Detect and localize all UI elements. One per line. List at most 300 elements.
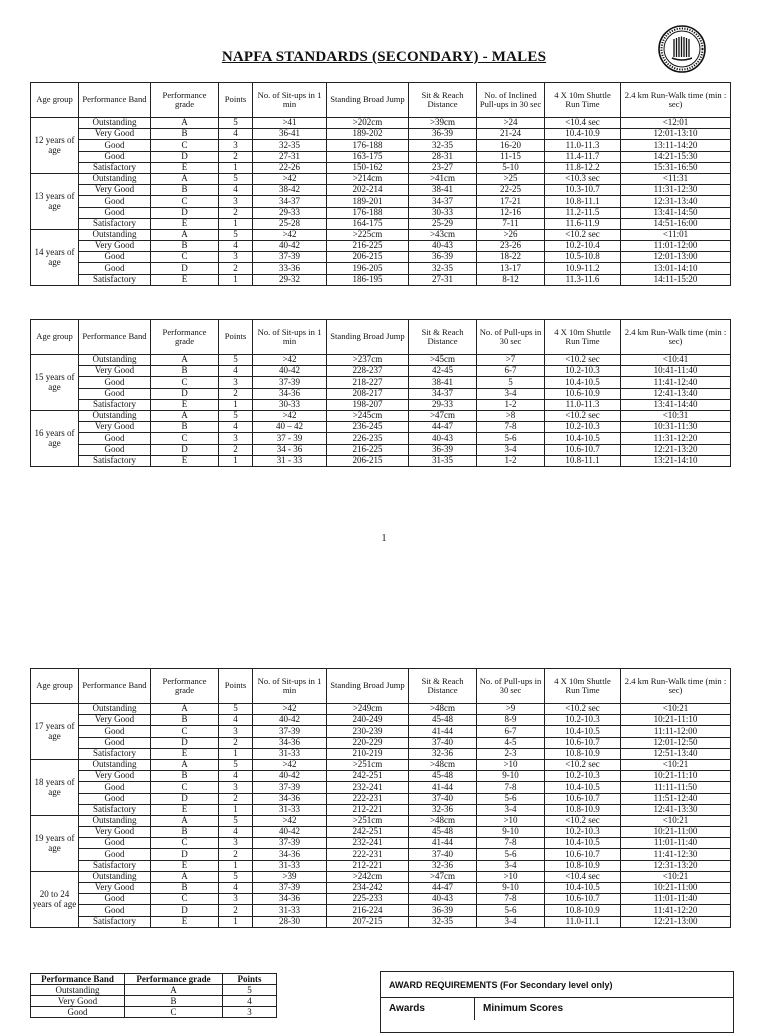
age-group-cell: 20 to 24 years of age — [31, 871, 79, 927]
column-header: No. of Sit-ups in 1 min — [253, 669, 327, 704]
table-cell: 2 — [219, 905, 253, 916]
table-cell: 2 — [219, 737, 253, 748]
table-cell: 198-207 — [327, 399, 409, 410]
table-row — [31, 838, 731, 849]
table-cell: 14:11-15:20 — [621, 274, 731, 285]
table-cell: Very Good — [79, 422, 151, 433]
table-cell: <10.4 sec — [545, 118, 621, 129]
table-cell: 5 — [219, 229, 253, 240]
table-row — [31, 263, 731, 274]
table-cell: D — [151, 207, 219, 218]
table-cell: B — [151, 422, 219, 433]
table-row — [31, 894, 731, 905]
grade-table-row — [31, 985, 277, 996]
table-cell: C — [151, 726, 219, 737]
table-cell: >242cm — [327, 871, 409, 882]
table-cell: 31-33 — [253, 860, 327, 871]
table-cell: 10.6-10.7 — [545, 737, 621, 748]
table-row — [31, 916, 731, 927]
table-cell: 3-4 — [477, 388, 545, 399]
table-cell: 7-8 — [477, 894, 545, 905]
table-cell: 29-33 — [253, 207, 327, 218]
table-cell: 33-36 — [253, 263, 327, 274]
awards-column-header: Awards — [381, 998, 475, 1020]
table-cell: 6-7 — [477, 366, 545, 377]
table-cell: 29-32 — [253, 274, 327, 285]
column-header: No. of Sit-ups in 1 min — [253, 320, 327, 355]
column-header: Performance Band — [79, 320, 151, 355]
table-cell: E — [151, 748, 219, 759]
table-cell: 7-11 — [477, 218, 545, 229]
table-cell: 37-39 — [253, 726, 327, 737]
table-cell: 44-47 — [409, 422, 477, 433]
table-cell: 32-36 — [409, 748, 477, 759]
column-header: No. of Sit-ups in 1 min — [253, 83, 327, 118]
table-cell: 17-21 — [477, 196, 545, 207]
table-cell: 186-195 — [327, 274, 409, 285]
column-header: 4 X 10m Shuttle Run Time — [545, 669, 621, 704]
table-cell: 3 — [219, 433, 253, 444]
table-cell: 176-188 — [327, 207, 409, 218]
table-row — [31, 118, 731, 129]
table-cell: 12:21-13:00 — [621, 916, 731, 927]
table-cell: B — [151, 241, 219, 252]
table-cell: 31-33 — [253, 804, 327, 815]
table-cell: Good — [79, 140, 151, 151]
table-cell: 216-225 — [327, 444, 409, 455]
table-cell: 3-4 — [477, 804, 545, 815]
table-cell: 1 — [219, 162, 253, 173]
table-cell: 41-44 — [409, 726, 477, 737]
table-cell: Good — [79, 737, 151, 748]
table-cell: 1 — [219, 399, 253, 410]
table-cell: E — [151, 274, 219, 285]
table-cell: 11.0-11.3 — [545, 140, 621, 151]
table-row — [31, 140, 731, 151]
table-cell: 11:41-12:30 — [621, 849, 731, 860]
table-cell: 2 — [219, 849, 253, 860]
table-cell: 18-22 — [477, 252, 545, 263]
table-cell: 3-4 — [477, 444, 545, 455]
grade-table-header: Performance Band — [31, 974, 125, 985]
table-cell: Very Good — [79, 185, 151, 196]
table-cell: Good — [79, 894, 151, 905]
table-cell: 34-37 — [409, 388, 477, 399]
table-cell: 31-33 — [253, 748, 327, 759]
table-cell: 228-237 — [327, 366, 409, 377]
table-cell: >42 — [253, 173, 327, 184]
table-cell: 5 — [219, 815, 253, 826]
table-cell: A — [151, 229, 219, 240]
table-row — [31, 207, 731, 218]
table-cell: 232-241 — [327, 782, 409, 793]
table-cell: C — [151, 894, 219, 905]
table-cell: Good — [79, 377, 151, 388]
table-cell: D — [151, 793, 219, 804]
standards-table-15-16 — [30, 319, 731, 467]
table-cell: 11:41-12:20 — [621, 905, 731, 916]
table-cell: 5 — [219, 410, 253, 421]
table-cell: 27-31 — [409, 274, 477, 285]
table-cell: 11.6-11.9 — [545, 218, 621, 229]
column-header: Age group — [31, 83, 79, 118]
table-cell: 11:31-12:30 — [621, 185, 731, 196]
table-cell: Outstanding — [79, 759, 151, 770]
table-cell: 176-188 — [327, 140, 409, 151]
table-cell: C — [151, 433, 219, 444]
table-cell: Outstanding — [79, 229, 151, 240]
table-cell: <10.2 sec — [545, 815, 621, 826]
grade-table-cell: C — [125, 1007, 223, 1018]
table-cell: 5-6 — [477, 793, 545, 804]
table-cell: 10.4-10.5 — [545, 883, 621, 894]
page-title: NAPFA STANDARDS (SECONDARY) - MALES — [221, 49, 547, 65]
table-cell: 7-8 — [477, 782, 545, 793]
table-cell: 40-42 — [253, 771, 327, 782]
column-header: Standing Broad Jump — [327, 669, 409, 704]
table-cell: 212-221 — [327, 804, 409, 815]
table-cell: A — [151, 173, 219, 184]
table-cell: 32-36 — [409, 860, 477, 871]
table-cell: 11-15 — [477, 151, 545, 162]
table-cell: 218-227 — [327, 377, 409, 388]
table-cell: 30-33 — [409, 207, 477, 218]
award-requirements-heading: AWARD REQUIREMENTS (For Secondary level only) — [381, 972, 733, 998]
table-cell: <11:01 — [621, 229, 731, 240]
table-cell: 3 — [219, 377, 253, 388]
table-cell: 5 — [219, 118, 253, 129]
standards-table-12-14 — [30, 82, 731, 286]
table-row — [31, 849, 731, 860]
table-cell: 11.0-11.1 — [545, 916, 621, 927]
column-header: Performance grade — [151, 320, 219, 355]
table-cell: A — [151, 410, 219, 421]
table-cell: 16-20 — [477, 140, 545, 151]
table-row — [31, 129, 731, 140]
grade-table-cell: B — [125, 996, 223, 1007]
table-cell: 1 — [219, 274, 253, 285]
table-row — [31, 162, 731, 173]
table-cell: 4 — [219, 715, 253, 726]
table-cell: 11:01-12:00 — [621, 241, 731, 252]
table-row — [31, 737, 731, 748]
table-cell: 29-33 — [409, 399, 477, 410]
table-cell: Outstanding — [79, 173, 151, 184]
table-cell: 206-215 — [327, 455, 409, 466]
table-cell: 5 — [219, 355, 253, 366]
table-cell: E — [151, 916, 219, 927]
table-cell: 10.6-10.7 — [545, 444, 621, 455]
table-cell: 10.8-10.9 — [545, 748, 621, 759]
table-cell: 10.9-11.2 — [545, 263, 621, 274]
table-cell: >42 — [253, 704, 327, 715]
grade-table-cell: Very Good — [31, 996, 125, 1007]
grade-table-cell: A — [125, 985, 223, 996]
table-cell: >10 — [477, 759, 545, 770]
table-cell: 3 — [219, 894, 253, 905]
table-cell: 11:11-11:50 — [621, 782, 731, 793]
table-cell: 216-224 — [327, 905, 409, 916]
table-cell: 32-35 — [253, 140, 327, 151]
table-cell: 3 — [219, 838, 253, 849]
age-group-cell: 13 years of age — [31, 173, 79, 229]
table-cell: 8-12 — [477, 274, 545, 285]
table-cell: 6-7 — [477, 726, 545, 737]
table-cell: 13:01-14:10 — [621, 263, 731, 274]
table-cell: 37-40 — [409, 849, 477, 860]
table-cell: 10:31-11:30 — [621, 422, 731, 433]
table-cell: Satisfactory — [79, 748, 151, 759]
table-cell: 21-24 — [477, 129, 545, 140]
table-cell: 14:21-15:30 — [621, 151, 731, 162]
table-cell: 10.5-10.8 — [545, 252, 621, 263]
table-cell: 10:21-11:10 — [621, 715, 731, 726]
table-cell: D — [151, 263, 219, 274]
table-cell: 5 — [219, 871, 253, 882]
table-cell: 11:11-12:00 — [621, 726, 731, 737]
table-cell: 37 - 39 — [253, 433, 327, 444]
table-cell: 196-205 — [327, 263, 409, 274]
column-header: 4 X 10m Shuttle Run Time — [545, 320, 621, 355]
table-row — [31, 827, 731, 838]
table-cell: >10 — [477, 815, 545, 826]
table-cell: >251cm — [327, 759, 409, 770]
grade-points-table — [30, 973, 277, 1018]
grade-table-cell: 5 — [223, 985, 277, 996]
column-header: Points — [219, 669, 253, 704]
table-cell: 23-27 — [409, 162, 477, 173]
table-cell: 7-8 — [477, 838, 545, 849]
table-cell: 5-10 — [477, 162, 545, 173]
table-cell: 38-41 — [409, 185, 477, 196]
table-cell: 3 — [219, 196, 253, 207]
age-group-cell: 19 years of age — [31, 815, 79, 871]
table-cell: D — [151, 849, 219, 860]
table-cell: 37-39 — [253, 252, 327, 263]
table-cell: 37-39 — [253, 377, 327, 388]
table-cell: <10.3 sec — [545, 173, 621, 184]
table-cell: A — [151, 118, 219, 129]
table-cell: E — [151, 162, 219, 173]
table-cell: Very Good — [79, 129, 151, 140]
table-cell: >8 — [477, 410, 545, 421]
table-cell: >42 — [253, 759, 327, 770]
table-row — [31, 748, 731, 759]
table-cell: E — [151, 218, 219, 229]
table-cell: 236-245 — [327, 422, 409, 433]
table-cell: <10:21 — [621, 815, 731, 826]
table-cell: B — [151, 129, 219, 140]
table-cell: Satisfactory — [79, 916, 151, 927]
table-cell: <10.2 sec — [545, 355, 621, 366]
table-cell: 12:31-13:40 — [621, 196, 731, 207]
table-row — [31, 366, 731, 377]
table-cell: 10.8-11.1 — [545, 455, 621, 466]
table-cell: <10:21 — [621, 871, 731, 882]
table-cell: 37-39 — [253, 782, 327, 793]
table-row — [31, 759, 731, 770]
table-row — [31, 883, 731, 894]
table-cell: C — [151, 782, 219, 793]
table-cell: 22-26 — [253, 162, 327, 173]
table-cell: 1 — [219, 916, 253, 927]
table-cell: 232-241 — [327, 838, 409, 849]
table-cell: D — [151, 905, 219, 916]
table-cell: >225cm — [327, 229, 409, 240]
table-cell: <10:31 — [621, 410, 731, 421]
table-cell: C — [151, 838, 219, 849]
grade-table-header: Points — [223, 974, 277, 985]
table-cell: 34-37 — [409, 196, 477, 207]
table-cell: 34-36 — [253, 737, 327, 748]
table-cell: Satisfactory — [79, 860, 151, 871]
table-row — [31, 804, 731, 815]
table-row — [31, 241, 731, 252]
table-cell: 45-48 — [409, 715, 477, 726]
table-cell: A — [151, 759, 219, 770]
table-cell: 36-41 — [253, 129, 327, 140]
table-cell: 1 — [219, 218, 253, 229]
table-cell: >7 — [477, 355, 545, 366]
table-cell: 41-44 — [409, 782, 477, 793]
table-cell: Outstanding — [79, 871, 151, 882]
table-cell: 12:41-13:30 — [621, 804, 731, 815]
table-cell: 37-39 — [253, 883, 327, 894]
table-cell: C — [151, 196, 219, 207]
table-cell: 31-35 — [409, 455, 477, 466]
table-cell: D — [151, 151, 219, 162]
table-cell: 242-251 — [327, 827, 409, 838]
table-row — [31, 196, 731, 207]
table-cell: 10.6-10.9 — [545, 388, 621, 399]
table-cell: 40-42 — [253, 366, 327, 377]
table-row — [31, 871, 731, 882]
table-cell: 10.4-10.5 — [545, 433, 621, 444]
table-cell: 11:51-12:40 — [621, 793, 731, 804]
table-cell: 25-29 — [409, 218, 477, 229]
table-cell: 10.6-10.7 — [545, 793, 621, 804]
table-cell: 11.3-11.6 — [545, 274, 621, 285]
table-cell: 11.4-11.7 — [545, 151, 621, 162]
table-cell: Outstanding — [79, 704, 151, 715]
table-cell: 28-31 — [409, 151, 477, 162]
grade-table-cell: Outstanding — [31, 985, 125, 996]
column-header: Standing Broad Jump — [327, 83, 409, 118]
table-cell: 4 — [219, 422, 253, 433]
table-cell: 4 — [219, 771, 253, 782]
table-cell: 13:21-14:10 — [621, 455, 731, 466]
column-header: Points — [219, 83, 253, 118]
table-cell: D — [151, 388, 219, 399]
table-cell: 12:51-13:40 — [621, 748, 731, 759]
table-cell: B — [151, 771, 219, 782]
grade-table-row — [31, 996, 277, 1007]
column-header: 2.4 km Run-Walk time (min : sec) — [621, 669, 731, 704]
table-row — [31, 377, 731, 388]
column-header: Performance Band — [79, 669, 151, 704]
table-cell: Outstanding — [79, 815, 151, 826]
table-cell: B — [151, 366, 219, 377]
table-cell: 3 — [219, 782, 253, 793]
table-cell: 36-39 — [409, 905, 477, 916]
table-cell: 44-47 — [409, 883, 477, 894]
column-header: Standing Broad Jump — [327, 320, 409, 355]
table-cell: 11:01-11:40 — [621, 894, 731, 905]
table-row — [31, 218, 731, 229]
table-cell: <11:31 — [621, 173, 731, 184]
column-header: Sit & Reach Distance — [409, 669, 477, 704]
column-header: Sit & Reach Distance — [409, 83, 477, 118]
table-row — [31, 860, 731, 871]
table-cell: Good — [79, 207, 151, 218]
table-cell: >41 — [253, 118, 327, 129]
table-cell: Outstanding — [79, 410, 151, 421]
table-row — [31, 704, 731, 715]
table-cell: Satisfactory — [79, 218, 151, 229]
table-cell: 208-217 — [327, 388, 409, 399]
table-cell: 206-215 — [327, 252, 409, 263]
table-cell: 4-5 — [477, 737, 545, 748]
table-cell: 40-43 — [409, 241, 477, 252]
table-cell: 40-43 — [409, 894, 477, 905]
table-cell: 10.2-10.3 — [545, 366, 621, 377]
table-cell: 10.8-10.9 — [545, 860, 621, 871]
table-cell: 10.2-10.3 — [545, 715, 621, 726]
table-cell: 10.2-10.4 — [545, 241, 621, 252]
table-cell: 45-48 — [409, 771, 477, 782]
table-cell: 2 — [219, 388, 253, 399]
table-cell: 242-251 — [327, 771, 409, 782]
table-cell: Outstanding — [79, 355, 151, 366]
table-cell: 13:11-14:20 — [621, 140, 731, 151]
table-cell: Very Good — [79, 715, 151, 726]
table-cell: 220-229 — [327, 737, 409, 748]
table-row — [31, 185, 731, 196]
table-cell: 5 — [477, 377, 545, 388]
table-cell: >26 — [477, 229, 545, 240]
age-group-cell: 15 years of age — [31, 355, 79, 411]
table-cell: 5-6 — [477, 905, 545, 916]
grade-table-cell: 4 — [223, 996, 277, 1007]
table-cell: 38-41 — [409, 377, 477, 388]
table-cell: Good — [79, 433, 151, 444]
age-group-cell: 18 years of age — [31, 759, 79, 815]
age-group-cell: 16 years of age — [31, 410, 79, 466]
table-cell: 10:21-11:10 — [621, 771, 731, 782]
table-cell: 11:31-12:20 — [621, 433, 731, 444]
column-header: Age group — [31, 320, 79, 355]
table-cell: E — [151, 860, 219, 871]
column-header: No. of Pull-ups in 30 sec — [477, 669, 545, 704]
table-cell: Very Good — [79, 883, 151, 894]
table-cell: 2 — [219, 207, 253, 218]
table-cell: 34-36 — [253, 849, 327, 860]
table-cell: >45cm — [409, 355, 477, 366]
table-cell: 189-201 — [327, 196, 409, 207]
table-cell: 163-175 — [327, 151, 409, 162]
column-header: No. of Pull-ups in 30 sec — [477, 320, 545, 355]
table-row — [31, 388, 731, 399]
table-cell: Good — [79, 793, 151, 804]
table-cell: C — [151, 140, 219, 151]
table-cell: 4 — [219, 366, 253, 377]
table-cell: Very Good — [79, 241, 151, 252]
table-cell: 1 — [219, 860, 253, 871]
table-cell: E — [151, 804, 219, 815]
table-cell: Satisfactory — [79, 162, 151, 173]
table-cell: 11.8-12.2 — [545, 162, 621, 173]
column-header: 2.4 km Run-Walk time (min : sec) — [621, 83, 731, 118]
